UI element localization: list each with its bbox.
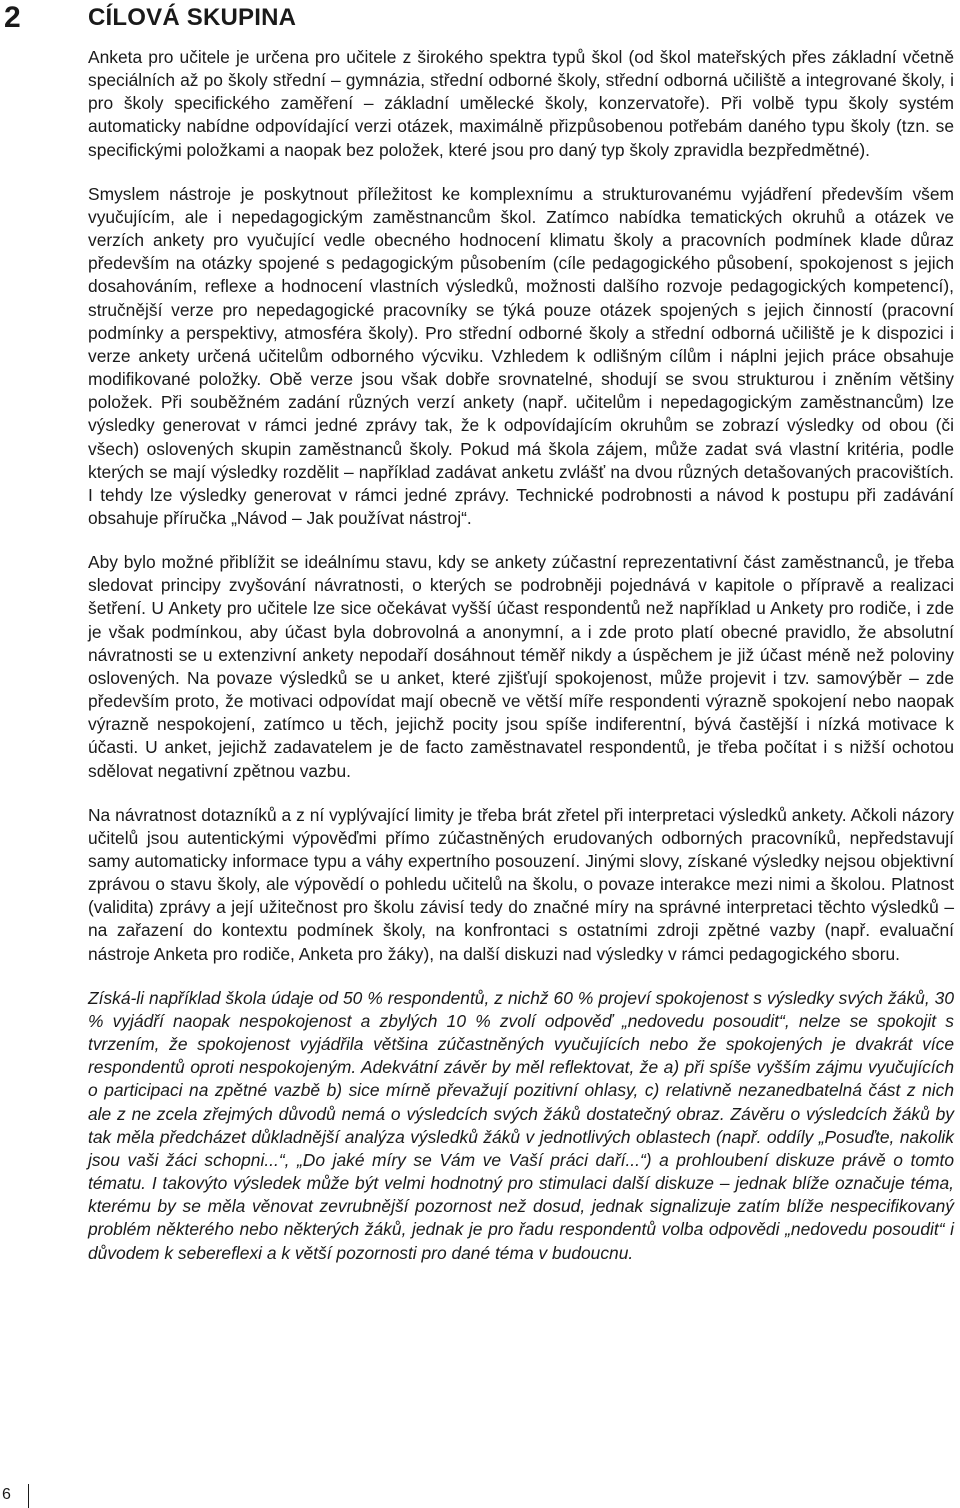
paragraph-target-group: Anketa pro učitele je určena pro učitele z širokého spektra typů škol (od škol mateřských přes základní včetně speciálních až po školy střední – gymnázia, střední odborné školy, střední odborná učiliště a integrované školy, i pro školy specifického zaměření – základní umělecké školy, konzervatoře). Při volbě typu školy systém automaticky nabídne odpovídající verzi otázek, maximálně přizpůsobenou potřebám daného typu školy (tzn. se specifickými položkami a naopak bez položek, které jsou pro daný typ školy zpravidla bezpředmětné).	[88, 47, 954, 160]
chapter-body	[88, 46, 954, 1286]
paragraph-response-rate: Aby bylo možné přiblížit se ideálnímu stavu, kdy se ankety zúčastní reprezentativní část zaměstnanců, je třeba sledovat principy zvyšování návratnosti, o kterých se podrobněji pojednává v kapitole o přípravě a realizaci šetření. U Ankety pro učitele lze sice očekávat vyšší účast respondentů než například u Ankety pro rodiče, i zde je však podmínkou, aby účast byla dobrovolná a anonymní, a i zde proto platí obecné pravidlo, že absolutní návratnosti se u extenzivní ankety nepodaří dosáhnout téměř nikdy a úspěchem je již účast méně než poloviny oslovených. Na povaze výsledků se u anket, které zjišťují spokojenost, může projevit i tzv. samovýběr – zde především proto, že motivaci odpovídat mají obecně ve větší míře respondenti výrazně spokojení nebo naopak výrazně nespokojení, zatímco u těch, jejichž pocity jsou spíše indiferentní, bývá častější i nízká motivace k účasti. U anket, jejichž zadavatelem je de facto zaměstnavatel respondentů, je třeba počítat i s nižší ochotou sdělovat negativní zpětnou vazbu.	[88, 552, 954, 781]
footer-divider	[28, 1484, 29, 1508]
paragraph-interpretation: Na návratnost dotazníků a z ní vyplývající limity je třeba brát zřetel při interpretaci výsledků ankety. Ačkoli názory učitelů jsou autentickými výpověďmi přímo zúčastněných erudovaných odborných pracovníků, nepředstavují samy automaticky informace typu a váhy expertního posouzení. Jinými slovy, získané výsledky nejsou objektivní zprávou o stavu školy, ale výpovědí o pohledu učitelů na školu, o povaze interakce mezi nimi a školou. Platnost (validita) zprávy a její užitečnost pro školu závisí tedy do značné míry na správné interpretaci těchto výsledků – na zařazení do kontextu podmínek školy, na konfrontaci s ostatními zdroji zpětné vazby (např. evaluační nástroje Anketa pro rodiče, Anketa pro žáky), na další diskuzi nad výsledky v rámci pedagogického sboru.	[88, 804, 954, 964]
page-number: 6	[2, 1486, 11, 1503]
chapter-title: CÍLOVÁ SKUPINA	[88, 4, 297, 31]
paragraph-tool-purpose: Smyslem nástroje je poskytnout příležitost ke komplexnímu a strukturovanému vyjádření především všem vyučujícím, ale i nepedagogickým zaměstnancům škol. Zatímco nabídka tematických okruhů a otázek ve verzích ankety pro vyučující vedle obecného hodnocení klimatu školy a pracovních podmínek klade důraz především na otázky spojené s pedagogickým působením (cíle pedagogického působení, spokojenost s jejich dosahováním, reflexe a hodnocení vlastních výsledků, možnosti dalšího rozvoje pedagogických kompetencí), stručnější verze pro nepedagogické pracovníky se týká pouze otázek spojených s jejich činností (pracovní podmínky a perspektivy, atmosféra školy). Pro střední odborné školy a střední odborná učiliště je k dispozici i verze ankety určená učitelům odborného výcviku. Vzhledem k odlišným cílům i náplni jejich práce obsahuje modifikované položky. Obě verze jsou však dobře srovnatelné, shodují se svou strukturou i zněním většiny položek. Při souběžném zadání různých verzí ankety (např. učitelům i nepedagogickým zaměstnancům) lze výsledky generovat v rámci jedné zprávy tak, že k odpovídajícím okruhům se zobrazí výsledky od obou (či všech) oslovených skupin zaměstnanců školy. Pokud má škola zájem, může zadat svá vlastní kritéria, podle kterých se mají výsledky rozdělit – například zadávat anketu zvlášť na dvou různých detašovaných pracovištích. I tehdy lze výsledky generovat v rámci jedné zprávy. Technické podrobnosti a návod k postupu při zadávání obsahuje příručka „Návod – Jak používat nástroj“.	[88, 183, 954, 528]
chapter-number: 2	[4, 1, 21, 34]
paragraph-example: Získá-li například škola údaje od 50 % respondentů, z nichž 60 % projeví spokojenost s výsledky svých žáků, 30 % vyjádří naopak nespokojenost a zbylých 10 % zvolí odpověď „nedovedu posoudit“, nelze se spokojit s tvrzením, že spokojenost vyjádřila většina zúčastněných vyučujících nebo že spokojených je dvakrát více respondentů oproti nespokojeným. Adekvátní závěr by měl reflektovat, že a) při spíše vyšším zájmu vyučujících o participaci na zpětné vazbě b) sice mírně převažují pozitivní ohlasy, c) relativně nezanedbatelná část z nich ale z ne zcela zřejmých důvodů nemá o výsledcích svých žáků dostatečný obraz. Závěru o výsledcích žáků by tak měla předcházet důkladnější analýza výsledků žáků v jednotlivých oblastech (např. oddíly „Posuďte, nakolik jsou vaši žáci schopni...“, „Do jaké míry se Vám ve Vaší práci daří...“) a prohloubení diskuze právě o tomto tématu. I takovýto výsledek může být velmi hodnotný pro stimulaci další diskuze – jednak blíže označuje téma, kterému by se měla věnovat zevrubnější pozornost než dosud, jednak signalizuje zatím blíže nespecifikovaný problém některého nebo některých žáků, jednak je pro řadu respondentů volba odpovědi „nedovedu posoudit“ i důvodem k sebereflexi a k větší pozornosti pro dané téma v budoucnu.	[88, 987, 954, 1263]
